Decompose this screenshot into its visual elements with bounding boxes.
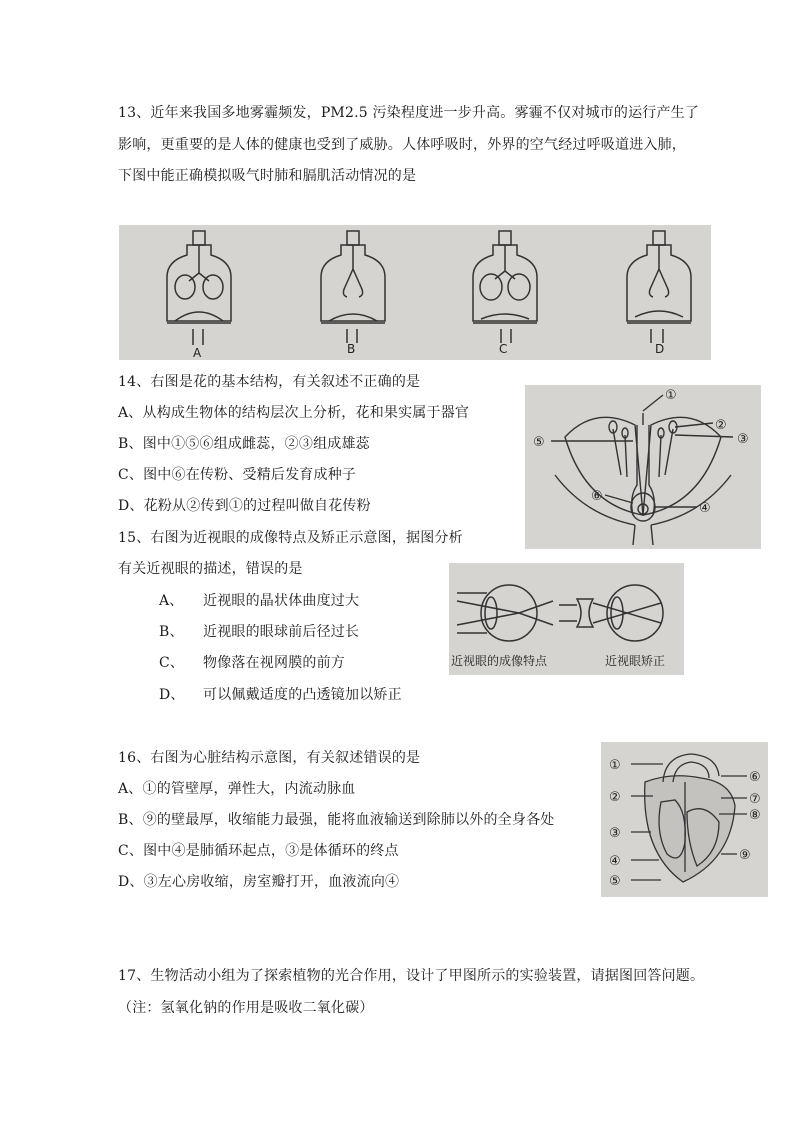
q15-option-a-text: 近视眼的晶状体曲度过大 [203, 593, 360, 609]
q15-stem-line-2: 有关近视眼的描述，错误的是 [118, 561, 303, 577]
flower-label-5: ⑤ [533, 435, 545, 450]
q15-option-d-letter: D、 [159, 687, 185, 703]
flower-label-1: ① [665, 388, 677, 403]
q15-option-c-text: 物像落在视网膜的前方 [203, 655, 345, 671]
q14-option-d: D、花粉从②传到①的过程叫做自花传粉 [118, 498, 371, 514]
myopia-caption-right: 近视眼矫正 [605, 654, 666, 668]
q15-option-b-letter: B、 [159, 624, 184, 640]
flower-label-2: ② [715, 418, 727, 433]
q15-myopia-figure [449, 563, 684, 675]
ovary [631, 493, 655, 521]
q14-option-c: C、图中⑥在传粉、受精后发育成种子 [118, 467, 357, 483]
q15-option-d-text: 可以佩戴适度的凸透镜加以矫正 [203, 687, 402, 703]
heart-label-3: ③ [609, 826, 621, 841]
heart-label-9: ⑨ [739, 848, 751, 863]
q16-heart-figure [601, 742, 768, 897]
q17-text-line-1: 17、生物活动小组为了探索植物的光合作用，设计了甲图所示的实验装置，请据图回答问题。 [118, 968, 705, 984]
q13-label-c: C [499, 342, 508, 356]
flower-label-4: ④ [699, 501, 711, 516]
flower-label-6: ⑥ [591, 489, 603, 504]
q14-stem: 14、右图是花的基本结构，有关叙述不正确的是 [118, 374, 421, 390]
q16-option-c: C、图中④是肺循环起点，③是体循环的终点 [118, 843, 399, 859]
myopia-caption-left: 近视眼的成像特点 [451, 654, 548, 668]
q13-text-line-2: 影响，更重要的是人体的健康也受到了威胁。人体呼吸时，外界的空气经过呼吸道进入肺， [118, 137, 686, 153]
heart-label-1: ① [609, 758, 621, 773]
heart-label-4: ④ [609, 854, 621, 869]
q16-option-a: A、①的管壁厚，弹性大，内流动脉血 [118, 781, 356, 797]
q15-option-a-letter: A、 [159, 593, 184, 609]
heart-label-7: ⑦ [749, 792, 761, 807]
q15-option-b-text: 近视眼的眼球前后径过长 [203, 624, 360, 640]
q16-option-d: D、③左心房收缩，房室瓣打开，血液流向④ [118, 874, 400, 890]
bell-jar-c [473, 231, 537, 343]
q13-label-d: D [655, 342, 665, 356]
bell-jar-b [321, 231, 385, 343]
q14-option-b: B、图中①⑤⑥组成雌蕊，②③组成雄蕊 [118, 436, 370, 452]
bell-jar-d [627, 231, 691, 343]
flower-label-3: ③ [737, 432, 749, 447]
q13-text-line-1: 13、近年来我国多地雾霾频发，PM2.5 污染程度进一步升高。雾霾不仅对城市的运行产生了 [118, 105, 700, 121]
q14-flower-figure [525, 385, 761, 549]
heart-label-5: ⑤ [609, 874, 621, 889]
q13-label-b: B [347, 342, 356, 356]
heart-label-8: ⑧ [749, 808, 761, 823]
q16-stem: 16、右图为心脏结构示意图，有关叙述错误的是 [118, 750, 421, 766]
q15-stem-line-1: 15、右图为近视眼的成像特点及矫正示意图，据图分析 [118, 530, 463, 546]
q13-label-a: A [193, 346, 202, 360]
heart-label-6: ⑥ [749, 770, 761, 785]
q14-option-a: A、从构成生物体的结构层次上分析，花和果实属于器官 [118, 405, 470, 421]
heart-label-2: ② [609, 790, 621, 805]
q16-option-b: B、⑨的壁最厚，收缩能力最强，能将血液输送到除肺以外的全身各处 [118, 812, 555, 828]
q13-text-line-3: 下图中能正确模拟吸气时肺和膈肌活动情况的是 [118, 168, 417, 184]
bell-jar-a [167, 231, 231, 345]
q15-option-c-letter: C、 [159, 655, 185, 671]
q13-bell-jar-figure [119, 225, 711, 360]
q17-text-line-2: （注：氢氧化钠的作用是吸收二氧化碳） [118, 1000, 374, 1016]
heart-outline [645, 776, 735, 882]
pistil [632, 425, 655, 515]
